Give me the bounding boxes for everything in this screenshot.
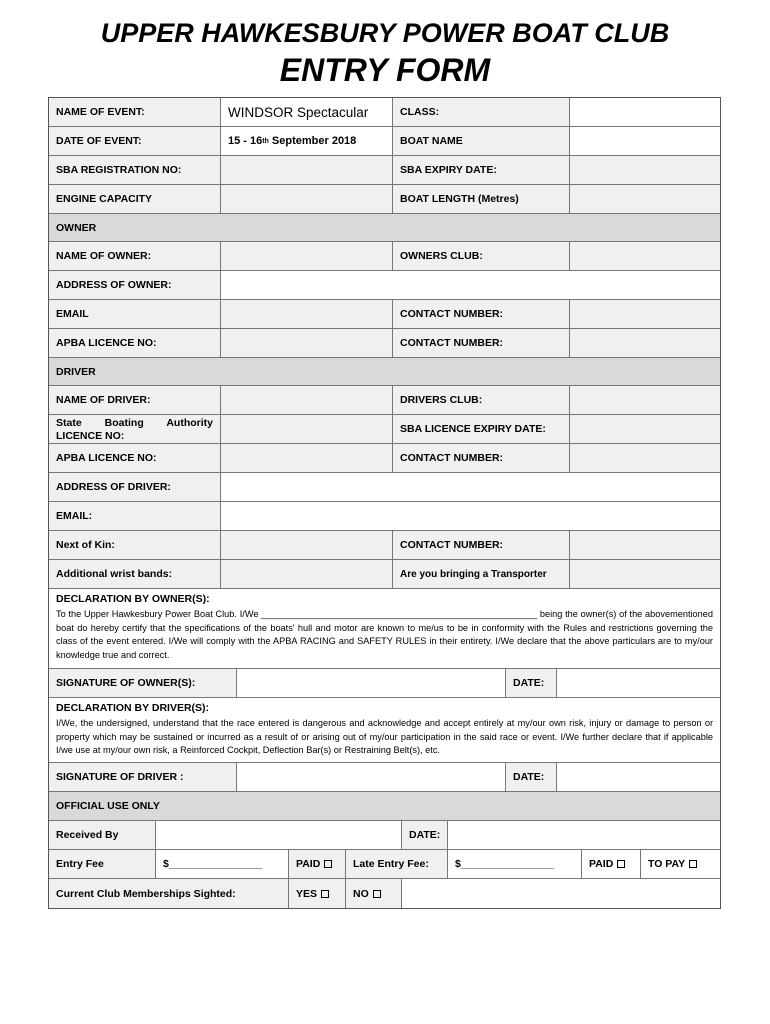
driver-sba-label bbox=[49, 415, 221, 443]
event-name-label: NAME OF EVENT: bbox=[49, 98, 221, 126]
memberships-no-checkbox[interactable] bbox=[373, 890, 381, 898]
received-date-field[interactable] bbox=[448, 821, 720, 849]
received-by-field[interactable] bbox=[156, 821, 402, 849]
driver-email-field[interactable] bbox=[221, 502, 720, 530]
form-title: ENTRY FORM bbox=[279, 52, 491, 88]
event-date-sup: th bbox=[262, 137, 269, 145]
late-fee-paid[interactable] bbox=[582, 850, 641, 878]
transporter-label: Are you bringing a Transporter bbox=[393, 560, 570, 588]
engine-capacity-label: ENGINE CAPACITY bbox=[49, 185, 221, 213]
driver-sba-row bbox=[49, 415, 720, 444]
late-fee-field[interactable]: $________________ bbox=[448, 850, 582, 878]
owner-section-header bbox=[49, 214, 720, 242]
memberships-yes[interactable] bbox=[289, 879, 346, 908]
event-date-label: DATE OF EVENT: bbox=[49, 127, 221, 155]
driver-address-row bbox=[49, 473, 720, 502]
driver-signature-date-label: DATE: bbox=[506, 763, 557, 791]
next-of-kin-label: Next of Kin: bbox=[49, 531, 221, 559]
driver-declaration bbox=[49, 698, 720, 762]
owner-declaration bbox=[49, 589, 720, 668]
owner-signature-row bbox=[49, 669, 720, 698]
memberships-no-label: NO bbox=[353, 887, 369, 900]
driver-declaration-text: I/We, the undersigned, understand that the race entered is dangerous and acknowledge and accept entirely at my/our own risk, injury or damage to person or property which may be sustained or incurred as a result of or arising out of my/our participation in the said race or event. I/We further declare that if applicable I/we use at my/our own risk, a Reinforced Cockpit, Deflection Bar(s) or Restraining Belt(s), etc. bbox=[56, 718, 713, 756]
next-of-kin-field[interactable] bbox=[221, 531, 393, 559]
owner-apba-field[interactable] bbox=[221, 329, 393, 357]
owner-address-row bbox=[49, 271, 720, 300]
driver-apba-label: APBA LICENCE NO: bbox=[49, 444, 221, 472]
owner-name-row bbox=[49, 242, 720, 271]
boat-length-label: BOAT LENGTH (Metres) bbox=[393, 185, 570, 213]
owner-contact2-label: CONTACT NUMBER: bbox=[393, 329, 570, 357]
late-fee-label: Late Entry Fee: bbox=[346, 850, 448, 878]
late-fee-paid-checkbox[interactable] bbox=[617, 860, 625, 868]
sba-expiry-label: SBA EXPIRY DATE: bbox=[393, 156, 570, 184]
driver-signature-date-field[interactable] bbox=[557, 763, 720, 791]
owner-email-label: EMAIL bbox=[49, 300, 221, 328]
driver-address-label: ADDRESS OF DRIVER: bbox=[49, 473, 221, 501]
boat-name-field[interactable] bbox=[570, 127, 720, 155]
official-section-header bbox=[49, 792, 720, 821]
driver-contact-label: CONTACT NUMBER: bbox=[393, 444, 570, 472]
event-date-row bbox=[49, 127, 720, 156]
next-of-kin-row bbox=[49, 531, 720, 560]
late-fee-paid-label: PAID bbox=[589, 858, 614, 870]
driver-section-title: DRIVER bbox=[56, 365, 96, 378]
driver-signature-field[interactable] bbox=[237, 763, 506, 791]
owner-address-field[interactable] bbox=[221, 271, 720, 299]
entry-fee-row bbox=[49, 850, 720, 879]
driver-address-field[interactable] bbox=[221, 473, 720, 501]
driver-sba-label-line1: State Boating Authority bbox=[56, 417, 213, 429]
club-title: UPPER HAWKESBURY POWER BOAT CLUB bbox=[100, 18, 670, 48]
driver-apba-row bbox=[49, 444, 720, 473]
engine-row bbox=[49, 185, 720, 214]
entry-form bbox=[48, 97, 721, 909]
event-date-pre: 15 - 16 bbox=[228, 135, 263, 147]
owner-contact-field[interactable] bbox=[570, 300, 720, 328]
owners-club-label: OWNERS CLUB: bbox=[393, 242, 570, 270]
owners-club-field[interactable] bbox=[570, 242, 720, 270]
entry-fee-label: Entry Fee bbox=[49, 850, 156, 878]
event-name-value[interactable]: WINDSOR Spectacular bbox=[221, 98, 393, 126]
owner-name-field[interactable] bbox=[221, 242, 393, 270]
received-date-label: DATE: bbox=[402, 821, 448, 849]
entry-fee-field[interactable]: $________________ bbox=[156, 850, 289, 878]
driver-contact-field[interactable] bbox=[570, 444, 720, 472]
entry-fee-paid-label: PAID bbox=[296, 858, 321, 870]
sba-registration-label: SBA REGISTRATION NO: bbox=[49, 156, 221, 184]
driver-name-field[interactable] bbox=[221, 386, 393, 414]
owner-contact-label: CONTACT NUMBER: bbox=[393, 300, 570, 328]
memberships-label: Current Club Memberships Sighted: bbox=[49, 879, 289, 908]
memberships-row bbox=[49, 879, 720, 908]
owner-address-label: ADDRESS OF OWNER: bbox=[49, 271, 221, 299]
driver-signature-label: SIGNATURE OF DRIVER : bbox=[49, 763, 237, 791]
wrist-bands-row bbox=[49, 560, 720, 589]
engine-capacity-field[interactable] bbox=[221, 185, 393, 213]
driver-declaration-row bbox=[49, 698, 720, 763]
memberships-yes-checkbox[interactable] bbox=[321, 890, 329, 898]
late-fee-to-pay[interactable] bbox=[641, 850, 720, 878]
entry-fee-paid[interactable] bbox=[289, 850, 346, 878]
driver-signature-row bbox=[49, 763, 720, 792]
boat-length-field[interactable] bbox=[570, 185, 720, 213]
sba-expiry-field[interactable] bbox=[570, 156, 720, 184]
driver-sba-expiry-label: SBA LICENCE EXPIRY DATE: bbox=[393, 415, 570, 443]
class-label: CLASS: bbox=[393, 98, 570, 126]
driver-sba-label-line2: LICENCE NO: bbox=[56, 430, 125, 442]
drivers-club-label: DRIVERS CLUB: bbox=[393, 386, 570, 414]
driver-name-row bbox=[49, 386, 720, 415]
owner-signature-date-field[interactable] bbox=[557, 669, 720, 697]
drivers-club-field[interactable] bbox=[570, 386, 720, 414]
owner-contact2-field[interactable] bbox=[570, 329, 720, 357]
memberships-yes-label: YES bbox=[296, 887, 318, 900]
driver-apba-field[interactable] bbox=[221, 444, 393, 472]
owner-declaration-row bbox=[49, 589, 720, 669]
boat-name-label: BOAT NAME bbox=[393, 127, 570, 155]
wrist-bands-field[interactable] bbox=[221, 560, 393, 588]
transporter-field[interactable] bbox=[570, 560, 720, 588]
driver-sba-field[interactable] bbox=[221, 415, 393, 443]
owner-signature-label: SIGNATURE OF OWNER(S): bbox=[49, 669, 237, 697]
driver-email-row bbox=[49, 502, 720, 531]
owner-declaration-text: To the Upper Hawkesbury Power Boat Club. I/We ______________________________________________________ being the owner(s) of the abovementioned boat do hereby certify that the specifications of the boats' hull and motor are known to me/us to be in conformity with the Rules and restrictions governing the class of the event entered. I/We will comply with the APBA RACING and SAFETY RULES in their entirety. I/We declare that the above particulars are to my/our knowledge true and correct. bbox=[56, 609, 713, 660]
received-row bbox=[49, 821, 720, 850]
owner-apba-label: APBA LICENCE NO: bbox=[49, 329, 221, 357]
driver-section-header bbox=[49, 358, 720, 386]
wrist-bands-label: Additional wrist bands: bbox=[49, 560, 221, 588]
owner-signature-date-label: DATE: bbox=[506, 669, 557, 697]
driver-declaration-title: DECLARATION BY DRIVER(S): bbox=[56, 702, 210, 714]
event-date-post: September 2018 bbox=[268, 135, 357, 147]
driver-name-label: NAME OF DRIVER: bbox=[49, 386, 221, 414]
kin-contact-field[interactable] bbox=[570, 531, 720, 559]
owner-name-label: NAME OF OWNER: bbox=[49, 242, 221, 270]
sba-row bbox=[49, 156, 720, 185]
memberships-no[interactable] bbox=[346, 879, 402, 908]
owner-apba-row bbox=[49, 329, 720, 358]
memberships-notes-field[interactable] bbox=[402, 879, 720, 908]
event-name-row bbox=[49, 98, 720, 127]
owner-email-field[interactable] bbox=[221, 300, 393, 328]
entry-fee-paid-checkbox[interactable] bbox=[324, 860, 332, 868]
class-field[interactable] bbox=[570, 98, 720, 126]
owner-signature-field[interactable] bbox=[237, 669, 506, 697]
sba-registration-field[interactable] bbox=[221, 156, 393, 184]
kin-contact-label: CONTACT NUMBER: bbox=[393, 531, 570, 559]
driver-email-label: EMAIL: bbox=[49, 502, 221, 530]
event-date-value[interactable] bbox=[221, 127, 393, 155]
to-pay-checkbox[interactable] bbox=[689, 860, 697, 868]
received-by-label: Received By bbox=[49, 821, 156, 849]
owner-email-row bbox=[49, 300, 720, 329]
driver-sba-expiry-field[interactable] bbox=[570, 415, 720, 443]
to-pay-label: TO PAY bbox=[648, 858, 686, 870]
owner-section-title: OWNER bbox=[56, 221, 97, 234]
owner-declaration-title: DECLARATION BY OWNER(S): bbox=[56, 593, 210, 605]
official-section-title: OFFICIAL USE ONLY bbox=[56, 800, 160, 812]
